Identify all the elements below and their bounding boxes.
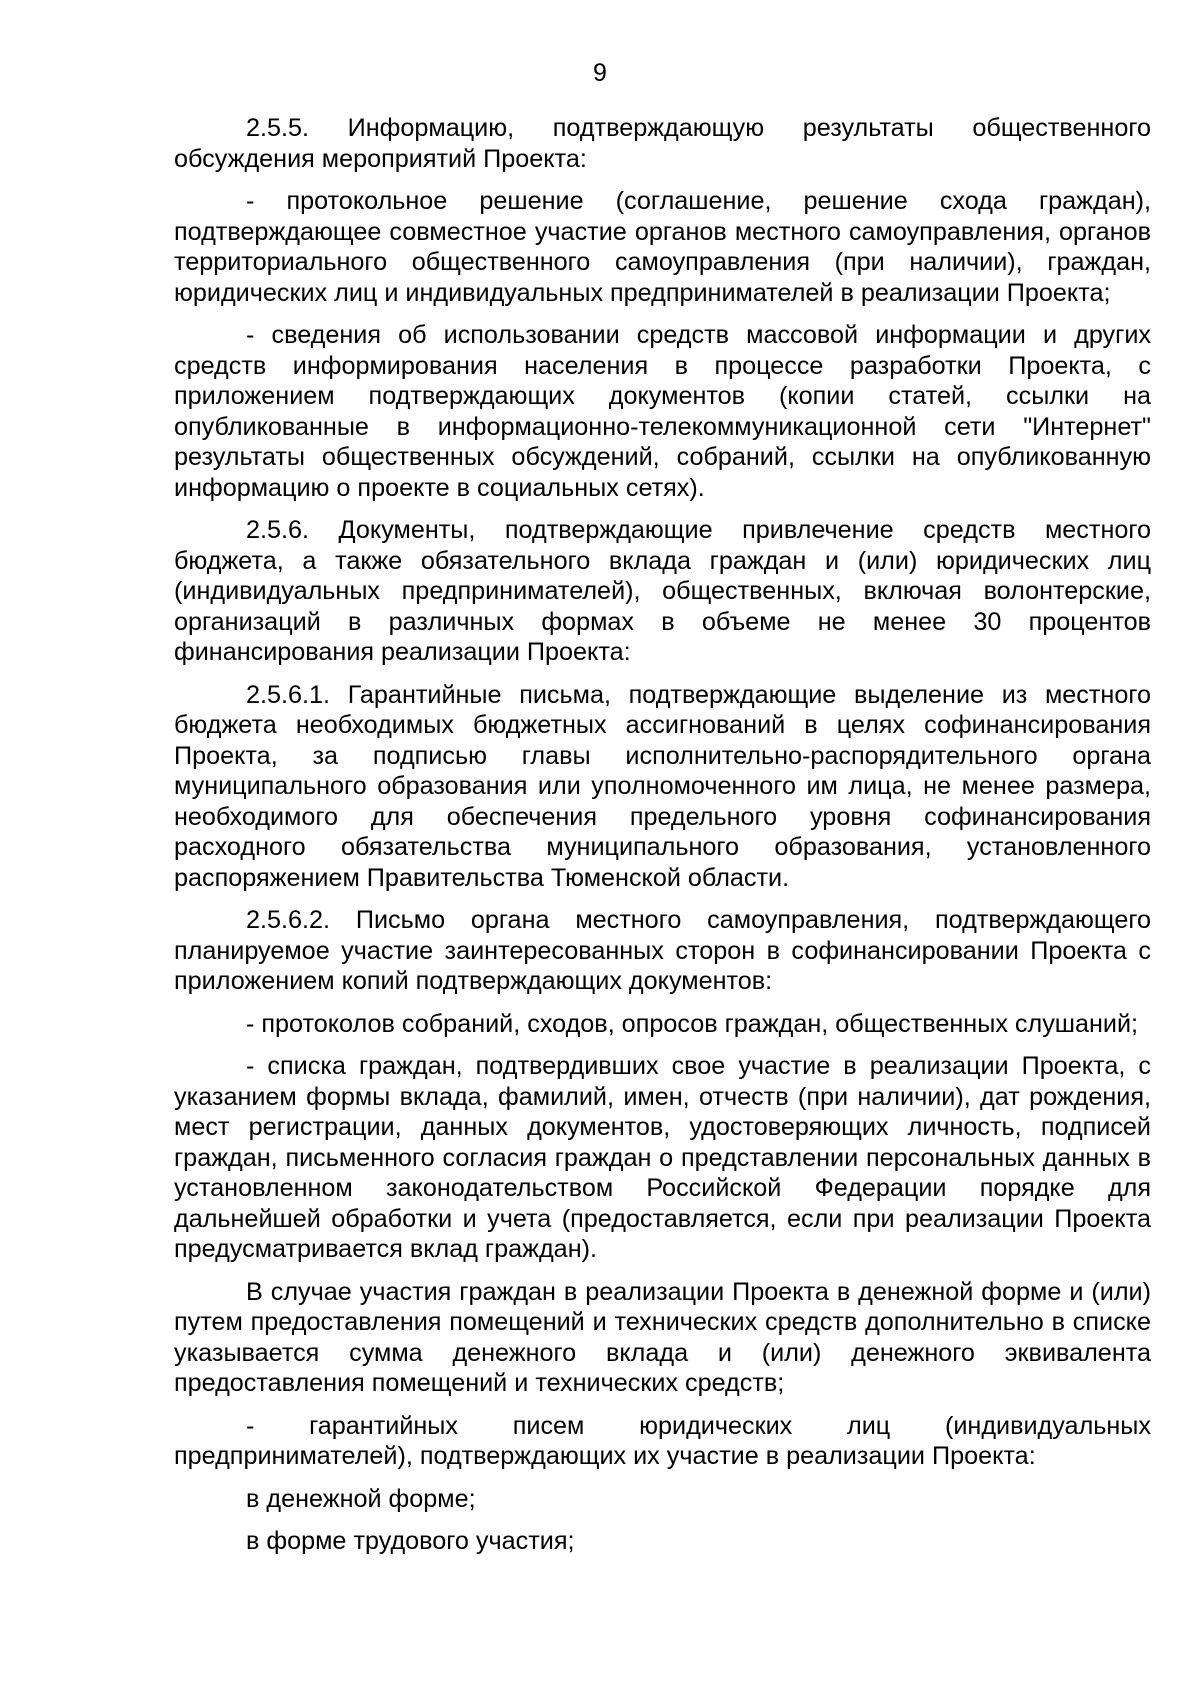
paragraph-2-5-6-1: 2.5.6.1. Гарантийные письма, подтверждающие выделение из местного бюджета необходимых бюджетных ассигнований в целях софинансирования Проекта, за подписью главы исполнительно-распорядительного органа муниципального образования или уполномоченного им лица, не менее размера, необходимого для обеспечения предельного уровня софинансирования расходного обязательства муниципального образования, установленного распоряжением Правительства Тюменской области.: [174, 680, 1151, 892]
paragraph-guarantee-letters: - гарантийных писем юридических лиц (индивидуальных предпринимателей), подтверждающих их участие в реализации Проекта:: [174, 1411, 1151, 1470]
paragraph-citizens-list: - списка граждан, подтвердивших свое участие в реализации Проекта, с указанием формы вклада, фамилий, имен, отчеств (при наличии), дат рождения, мест регистрации, данных документов, удостоверяющих личность, подписей граждан, письменного согласия граждан о представлении персональных данных в установленном законодательством Российской Федерации порядке для дальнейшей обработки и учета (предоставляется, если при реализации Проекта предусматривается вклад граждан).: [174, 1052, 1151, 1263]
paragraph-2-5-6: 2.5.6. Документы, подтверждающие привлечение средств местного бюджета, а также обязательного вклада граждан и (или) юридических лиц (индивидуальных предпринимателей), общественных, включая волонтерские, организаций в различных формах в объеме не менее 30 процентов финансирования реализации Проекта:: [174, 516, 1151, 666]
paragraph-2-5-5: 2.5.5. Информацию, подтверждающую результаты общественного обсуждения мероприятий Проекта:: [174, 114, 1151, 173]
paragraph-media-information: - сведения об использовании средств массовой информации и других средств информирования населения в процессе разработки Проекта, с приложением подтверждающих документов (копии статей, ссылки на опубликованные в информационно-телекоммуникационной сети "Интернет" результаты общественных обсуждений, собраний, ссылки на опубликованную информацию о проекте в социальных сетях).: [174, 321, 1151, 502]
paragraph-2-5-6-2: 2.5.6.2. Письмо органа местного самоуправления, подтверждающего планируемое участие заинтересованных сторон в софинансировании Проекта с приложением копий подтверждающих документов:: [174, 906, 1151, 995]
paragraph-meeting-protocols: - протоколов собраний, сходов, опросов граждан, общественных слушаний;: [246, 1009, 1139, 1038]
paragraph-protocol-decision: - протокольное решение (соглашение, решение схода граждан), подтверждающее совместное участие органов местного самоуправления, органов территориального общественного самоуправления (при наличии), граждан, юридических лиц и индивидуальных предпринимателей в реализации Проекта;: [174, 187, 1151, 307]
paragraph-monetary-form: в денежной форме;: [246, 1484, 476, 1513]
document-body: [174, 113, 1151, 1569]
paragraph-labor-form: в форме трудового участия;: [246, 1527, 575, 1555]
page-number: 9: [593, 59, 607, 87]
paragraph-monetary-participation: В случае участия граждан в реализации Проекта в денежной форме и (или) путем предоставления помещений и технических средств дополнительно в списке указывается сумма денежного вклада и (или) денежного эквивалента предоставления помещений и технических средств;: [174, 1277, 1151, 1397]
